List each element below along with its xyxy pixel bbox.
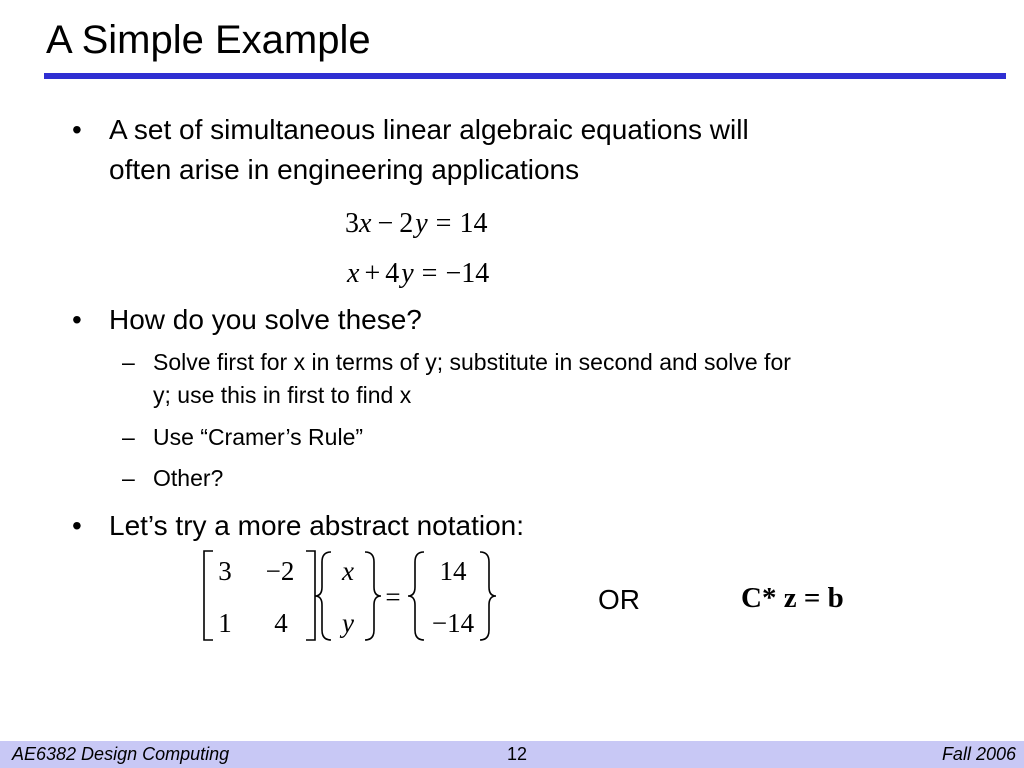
bullet-marker: • [72,304,82,335]
eq1-var-y: y [415,208,428,239]
matrix-cell-2-2: 4 [274,608,288,638]
matrix-right-bracket [306,551,315,640]
eq2-var-x: x [347,258,360,289]
slide-title: A Simple Example [46,18,371,62]
sub-bullet-marker: – [122,424,135,450]
compact-equation: C* z = b [741,582,844,614]
eq2-coef-y: 4 [385,258,400,289]
bullet-text: Let’s try a more abstract notation: [109,510,525,541]
sub-bullet-text-line1: Solve first for x in terms of y; substitute in second and solve for [153,349,791,375]
eq1-coef-x: 3 [345,208,359,239]
eq1-operator: − [377,208,394,239]
sub-bullet-marker: – [122,349,135,375]
bullet-text: How do you solve these? [109,304,422,335]
footer-page-number: 12 [506,744,528,764]
slide-footer [0,741,1024,768]
eq1-rhs: 14 [459,208,488,239]
vector-var-x: x [342,556,354,586]
sub-bullet-text: Other? [153,465,224,491]
matrix-equals: = [385,582,401,612]
eq2-operator: + [364,258,381,289]
footer-course: AE6382 Design Computing [12,744,230,764]
eq1-equals: = [435,208,452,239]
bullet-marker: • [72,510,82,541]
eq2-rhs: −14 [445,258,490,289]
sub-bullet-marker: – [122,465,135,491]
matrix-cell-1-1: 3 [218,556,232,586]
eq1-var-x: x [359,208,372,239]
eq2-var-y: y [401,258,414,289]
matrix-cell-1-2: −2 [265,556,295,586]
vector-var-y: y [342,608,354,638]
vector-right-brace [365,552,381,640]
bullet-text-line1: A set of simultaneous linear algebraic equations will [109,114,749,145]
footer-term: Fall 2006 [941,744,1016,764]
bullet-text-line2: often arise in engineering applications [109,154,580,185]
rhs-value-1: 14 [439,556,467,586]
eq1-coef-y: 2 [399,208,414,239]
sub-bullet-text-line2: y; use this in first to find x [153,382,412,408]
bullet-marker: • [72,114,82,145]
matrix-cell-2-1: 1 [218,608,232,638]
or-label: OR [598,584,640,615]
vector-left-brace [315,552,331,640]
sub-bullet-text: Use “Cramer’s Rule” [153,424,364,450]
rhs-value-2: −14 [431,608,475,638]
eq2-equals: = [421,258,438,289]
